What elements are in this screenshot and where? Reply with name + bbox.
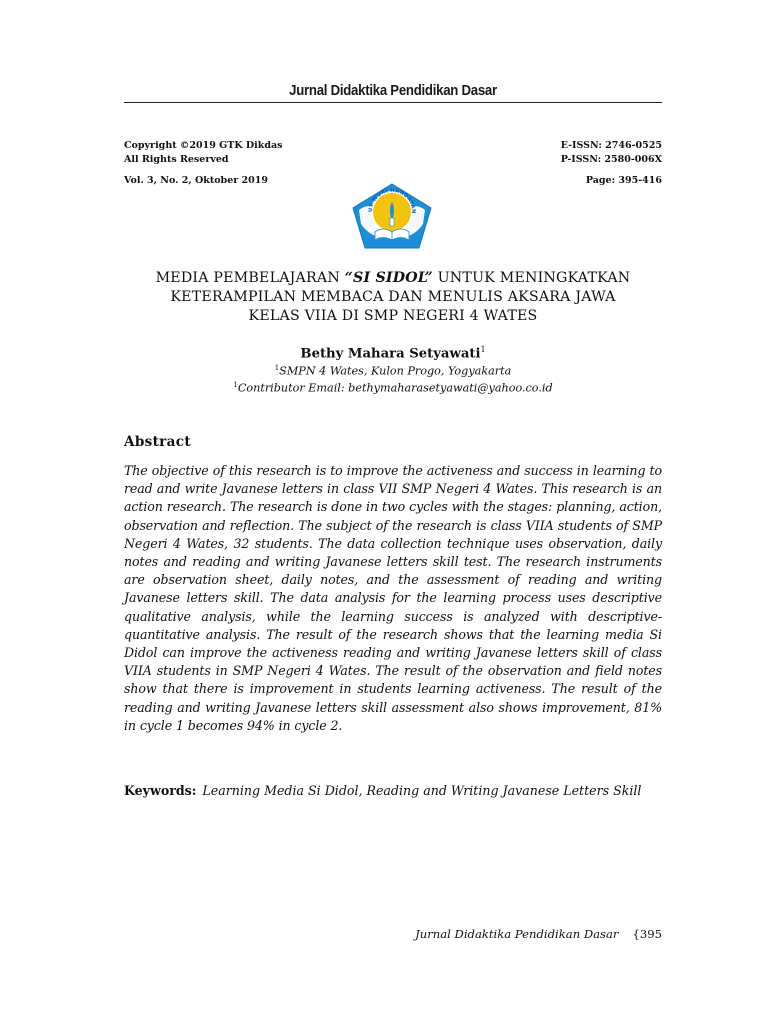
footer-journal-name: Jurnal Didaktika Pendidikan Dasar: [415, 927, 619, 941]
title-line-2: KETERAMPILAN MEMBACA DAN MENULIS AKSARA JAWA: [170, 289, 616, 305]
eissn-text: E-ISSN: 2746-0525: [560, 140, 662, 151]
affiliation-marker: 1: [274, 364, 280, 372]
rights-text: All Rights Reserved: [124, 154, 229, 165]
title-line-1: [124, 269, 662, 288]
affiliation-text: SMPN 4 Wates, Kulon Progo, Yogyakarta: [279, 364, 512, 378]
title-media-name: “SI SIDOL”: [344, 270, 433, 286]
author-name: Bethy Mahara Setyawati: [300, 346, 481, 362]
title-line-3: KELAS VIIA DI SMP NEGERI 4 WATES: [248, 308, 538, 324]
page-range-text: Page: 395-416: [585, 175, 662, 186]
issn-block: [561, 139, 662, 167]
abstract-heading: Abstract: [124, 434, 191, 450]
affiliation-line: [124, 364, 662, 378]
header-divider: [124, 102, 662, 103]
contact-line: [124, 381, 662, 395]
paper-title: [124, 269, 662, 326]
svg-text:TUT WURI HANDAYANI: UT WURI HANDAYAN: [367, 187, 417, 214]
keywords-line: [124, 783, 684, 798]
tut-wuri-handayani-emblem-icon: [349, 180, 435, 252]
copyright-text: Copyright ©2019 GTK Dikdas: [124, 140, 283, 151]
title-line-1-start: MEDIA PEMBELAJARAN: [155, 270, 345, 286]
author-name-line: [124, 345, 662, 361]
keywords-label: Keywords:: [124, 783, 197, 798]
keywords-text: Learning Media Si Didol, Reading and Writing Javanese Letters Skill: [202, 783, 642, 798]
journal-header-title: Jurnal Didaktika Pendidikan Dasar: [289, 82, 497, 99]
contributor-email: Contributor Email: bethymaharasetyawati@yahoo.co.id: [237, 381, 553, 395]
footer-page-number: 395: [639, 927, 662, 941]
volume-text: Vol. 3, No. 2, Oktober 2019: [124, 175, 268, 186]
abstract-body: The objective of this research is to improve the activeness and success in learning to read and write Javanese letters in class VII SMP Negeri 4 Wates. This research is an action research. The research is done in two cycles with the stages: planning, action, observation and reflection. The subject of the research is class VIIA students of SMP Negeri 4 Wates, 32 students. The data collection technique uses observation, daily notes and reading and writing Javanese letters skill test. The research instruments are observation sheet, daily notes, and the assessment of reading and writing Javanese letters skill. The data analysis for the learning process uses descriptive qualitative analysis, while the learning success is analyzed with descriptive-quantitative analysis. The result of the research shows that the learning media Si Didol can improve the activeness reading and writing Javanese letters skill of class VIIA students in SMP Negeri 4 Wates. The result of the observation and field notes show that there is improvement in students learning activeness. The result of the reading and writing Javanese letters skill assessment also shows improvement, 81% in cycle 1 becomes 94% in cycle 2.: [124, 463, 662, 733]
contact-marker: 1: [233, 381, 238, 389]
author-marker: 1: [480, 345, 486, 354]
page-footer: [415, 927, 662, 941]
title-line-1-end: UNTUK MENINGKATKAN: [432, 270, 631, 286]
copyright-block: [124, 139, 283, 167]
footer-brace: {: [632, 927, 640, 941]
pissn-text: P-ISSN: 2580-006X: [560, 154, 662, 165]
